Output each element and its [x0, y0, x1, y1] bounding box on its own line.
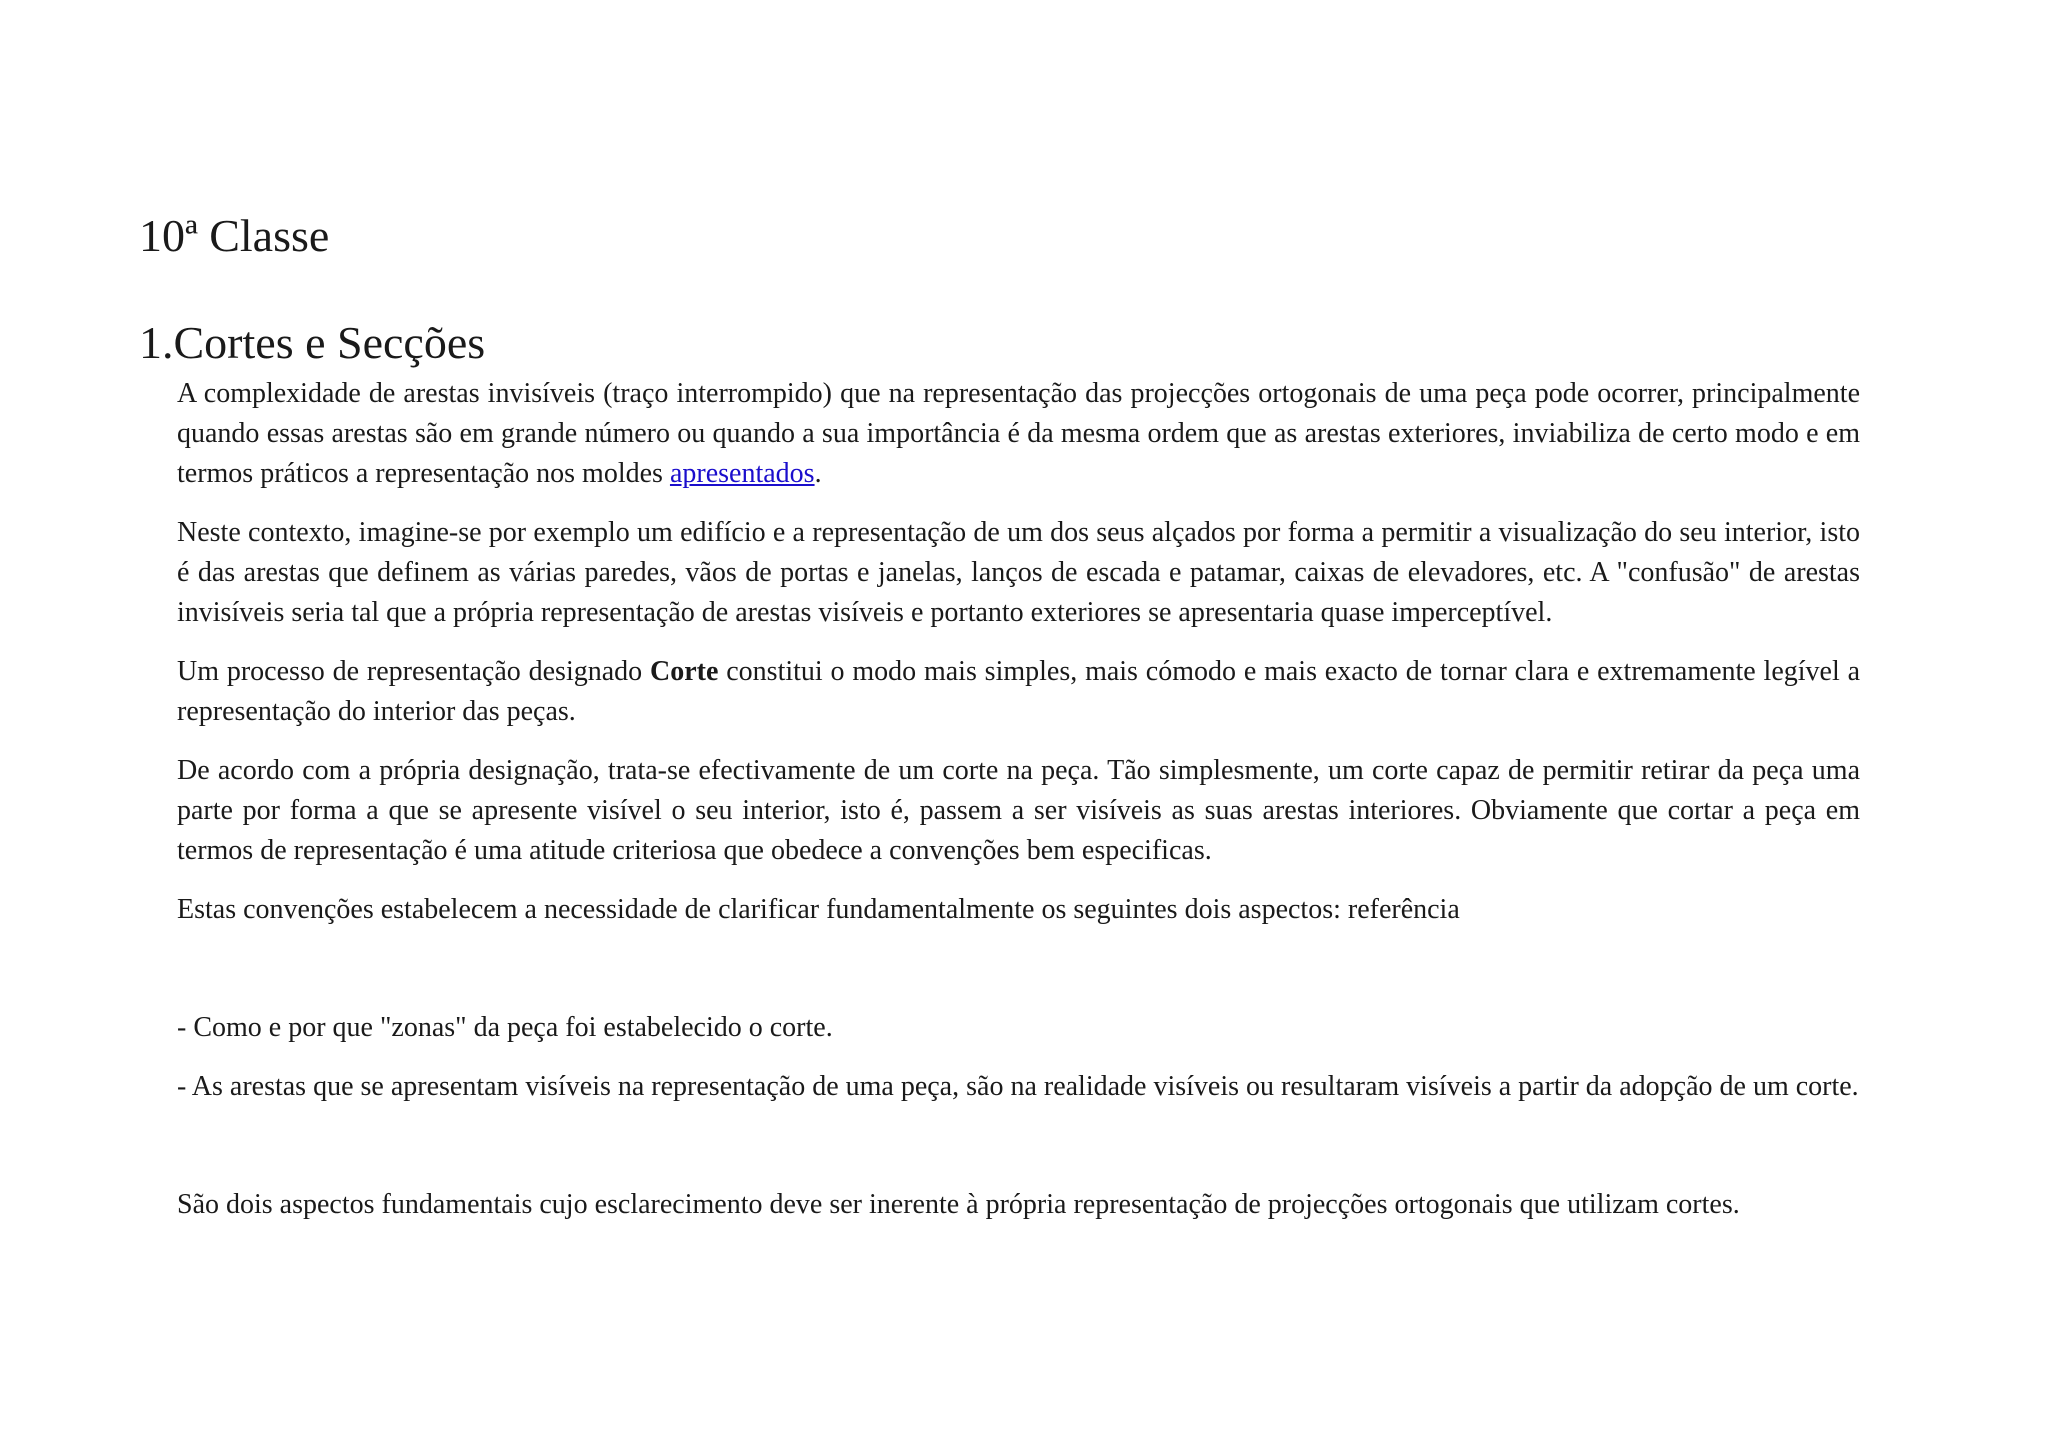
list-item-zones: - Como e por que "zonas" da peça foi estabelecido o corte.: [177, 1012, 833, 1043]
paragraph-complexity-end: .: [814, 458, 822, 489]
paragraph-conclusion: São dois aspectos fundamentais cujo esclarecimento deve ser inerente à própria representação de projecções ortogonais que utilizam cortes.: [177, 1189, 1740, 1220]
apresentados-link[interactable]: apresentados: [669, 458, 815, 489]
paragraph-corte-start: Um processo de representação designado: [177, 656, 650, 687]
paragraph-complexity-text: A complexidade de arestas invisíveis (traço interrompido) que na representação das projecções ortogonais de uma peça pode ocorrer, principalmente quando essas arestas são em grande número ou quando a sua importância é da mesma ordem que as arestas exteriores, inviabiliza de certo modo e em termos práticos a representação nos moldes: [177, 378, 1860, 489]
paragraph-designation: De acordo com a própria designação, trata-se efectivamente de um corte na peça. Tão simplesmente, um corte capaz de permitir retirar da peça uma parte por forma a que se apresente visível o seu interior, isto é, passem a ser visíveis as suas arestas interiores. Obviamente que cortar a peça em termos de representação é uma atitude criteriosa que obedece a convenções bem especificas.: [177, 755, 1860, 866]
section-heading: 1.Cortes e Secções: [139, 317, 486, 368]
paragraph-corte-end: constitui o modo mais simples, mais cómodo e mais exacto de tornar clara e extremamente legível a representação do interior das peças.: [177, 656, 1860, 727]
paragraph-complexity: [177, 374, 1860, 494]
paragraph-corte-definition: [177, 652, 1860, 732]
class-heading: 10ª Classe: [139, 210, 330, 261]
corte-term: Corte: [650, 656, 719, 687]
paragraph-conventions: Estas convenções estabelecem a necessidade de clarificar fundamentalmente os seguintes dois aspectos: referência: [177, 894, 1460, 925]
list-item-visible-edges: - As arestas que se apresentam visíveis na representação de uma peça, são na realidade visíveis ou resultaram visíveis a partir da adopção de um corte.: [177, 1071, 1859, 1102]
paragraph-building-example: Neste contexto, imagine-se por exemplo um edifício e a representação de um dos seus alçados por forma a permitir a visualização do seu interior, isto é das arestas que definem as várias paredes, vãos de portas e janelas, lanços de escada e patamar, caixas de elevadores, etc. A "confusão" de arestas invisíveis seria tal que a própria representação de arestas visíveis e portanto exteriores se apresentaria quase imperceptível.: [177, 517, 1860, 628]
section-body: [177, 374, 1860, 1244]
